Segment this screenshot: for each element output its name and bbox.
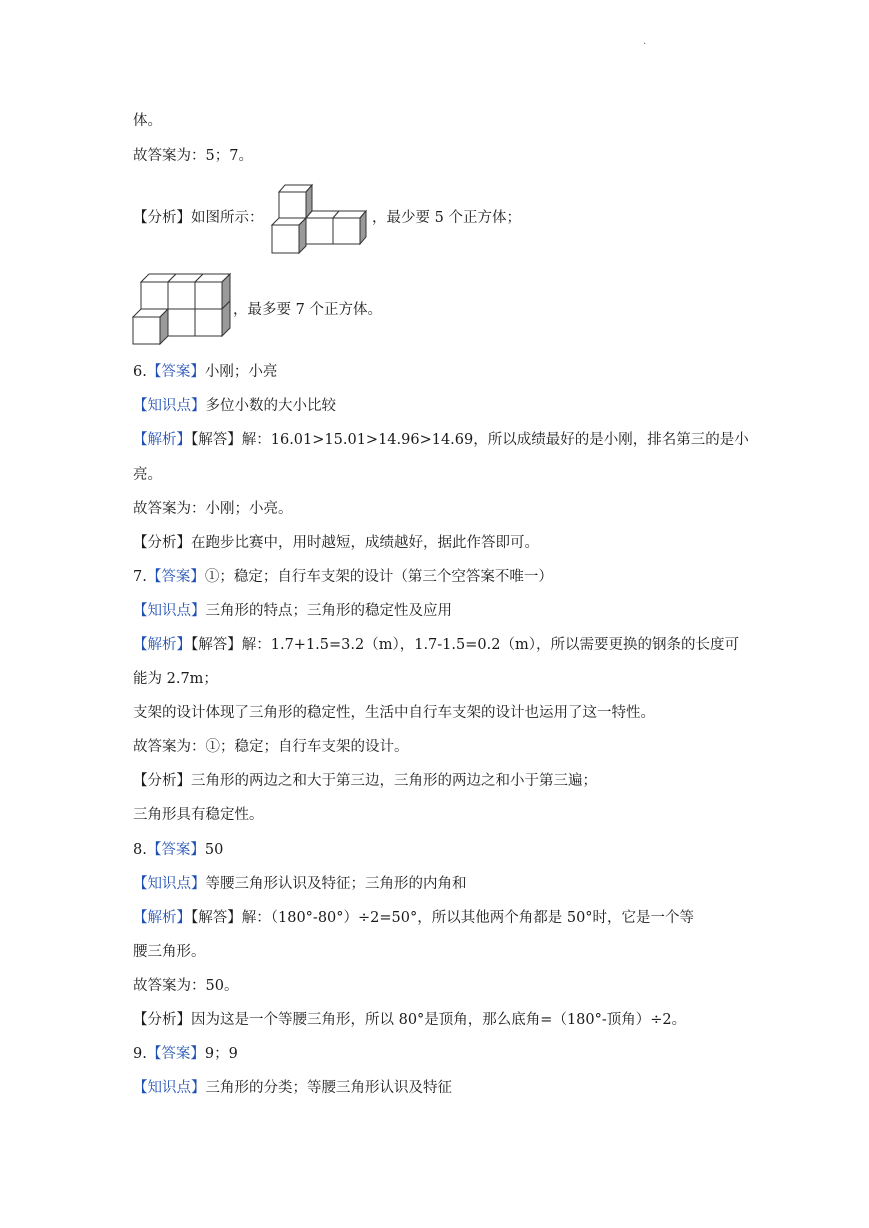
- cube-figure-min: [270, 183, 370, 255]
- q7-final: 故答案为：①；稳定；自行车支架的设计。: [133, 739, 409, 755]
- text-line: 体。: [133, 113, 162, 129]
- analysis-line: 【分析】如图所示：: [133, 210, 264, 226]
- analysis-line-tail: ，最少要 5 个正方体；: [372, 210, 521, 226]
- q8-final: 故答案为：50。: [133, 978, 239, 994]
- q6-final: 故答案为：小刚；小亮。: [133, 501, 293, 517]
- q7-solution-3: 支架的设计体现了三角形的稳定性，生活中自行车支架的设计也运用了这一特性。: [133, 705, 655, 721]
- q6-analysis: 【分析】在跑步比赛中，用时越短，成绩越好，据此作答即可。: [133, 535, 539, 551]
- header-mark: .: [643, 36, 647, 47]
- q8-answer: 8.【答案】50: [133, 842, 224, 858]
- q7-knowledge: 【知识点】三角形的特点；三角形的稳定性及应用: [133, 603, 452, 619]
- q8-solution-2: 腰三角形。: [133, 944, 206, 960]
- q8-knowledge: 【知识点】等腰三角形认识及特征；三角形的内角和: [133, 876, 467, 892]
- q8-analysis: 【分析】因为这是一个等腰三角形，所以 80°是顶角，那么底角=（180°-顶角）÷2。: [133, 1012, 687, 1028]
- q7-solution: 【解析】【解答】解：1.7+1.5=3.2（m），1.7-1.5=0.2（m），所以需要更换的钢条的长度可: [133, 637, 739, 653]
- q9-answer: 9.【答案】9；9: [133, 1046, 238, 1062]
- q7-analysis: 【分析】三角形的两边之和大于第三边，三角形的两边之和小于第三遍；: [133, 773, 597, 789]
- q7-solution-2: 能为 2.7m；: [133, 671, 218, 687]
- q6-solution: 【解析】【解答】解：16.01>15.01>14.96>14.69，所以成绩最好的是小刚，排名第三的是小: [133, 432, 749, 448]
- q9-knowledge: 【知识点】三角形的分类；等腰三角形认识及特征: [133, 1080, 452, 1096]
- cube-figure-max: [132, 272, 234, 346]
- q7-analysis-2: 三角形具有稳定性。: [133, 807, 264, 823]
- answer-line: 故答案为：5；7。: [133, 148, 253, 164]
- q7-answer: 7.【答案】①；稳定；自行车支架的设计（第三个空答案不唯一）: [133, 569, 553, 585]
- analysis-line-2: ，最多要 7 个正方体。: [233, 302, 382, 318]
- q6-knowledge: 【知识点】多位小数的大小比较: [133, 398, 336, 414]
- q6-solution-2: 亮。: [133, 467, 162, 483]
- q6-answer: 6.【答案】小刚；小亮: [133, 364, 278, 380]
- q8-solution: 【解析】【解答】解：（180°-80°）÷2=50°，所以其他两个角都是 50°时，它是一个等: [133, 910, 695, 926]
